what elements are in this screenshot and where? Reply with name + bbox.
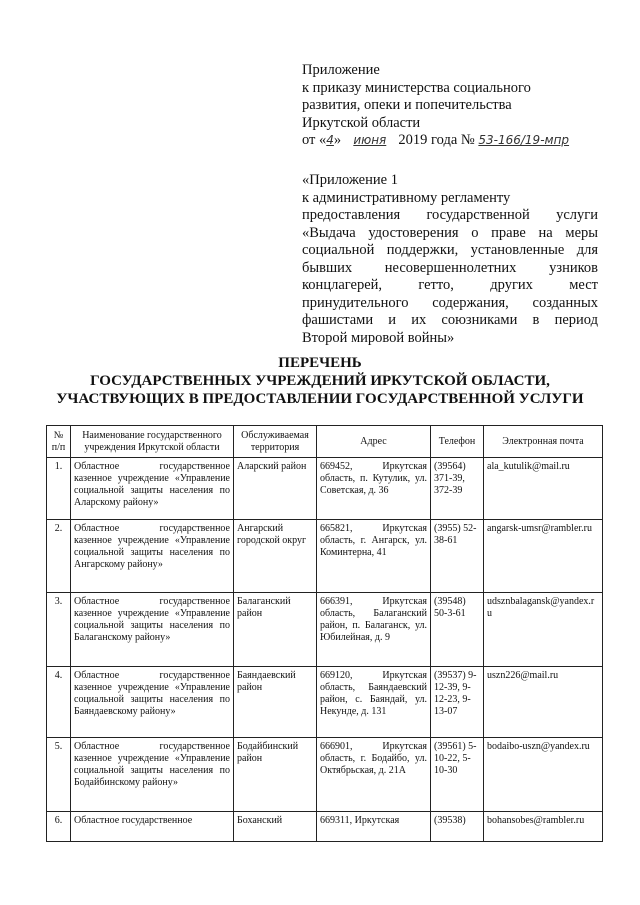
cell-email: udsznbalagansk@yandex.ru: [484, 593, 603, 667]
date-year: 2019 года №: [398, 132, 475, 148]
cell-num: 1.: [47, 458, 71, 520]
appendix-line: к приказу министерства социального: [302, 79, 531, 96]
title-line: ГОСУДАРСТВЕННЫХ УЧРЕЖДЕНИЙ ИРКУТСКОЙ ОБЛАСТИ,: [90, 373, 550, 389]
table-row: [47, 593, 603, 667]
header-email: Электронная почта: [484, 426, 603, 458]
header-name: Наименование государственного учреждения Иркутской области: [71, 426, 234, 458]
header-address: Адрес: [317, 426, 431, 458]
cell-email: uszn226@mail.ru: [484, 667, 603, 738]
regulation-line: фашистами и их союзниками в период: [302, 312, 598, 328]
date-month: июня: [353, 133, 387, 147]
cell-email: bohansobes@rambler.ru: [484, 812, 603, 842]
table-header-row: [47, 426, 603, 458]
header-phone: Телефон: [431, 426, 484, 458]
regulation-line: концлагерей, гетто, других мест: [302, 277, 598, 293]
regulation-line: «Выдача удостоверения о праве на меры: [302, 224, 598, 241]
date-prefix: от «: [302, 132, 327, 148]
cell-address: 666391, Иркутская область, Балаганский район, п. Балаганск, ул. Юбилейная, д. 9: [317, 593, 431, 667]
cell-num: 3.: [47, 593, 71, 667]
cell-address: 665821, Иркутская область, г. Ангарск, ул. Коминтерна, 41: [317, 520, 431, 593]
cell-territory: Аларский район: [234, 458, 317, 520]
table-row: [47, 738, 603, 812]
cell-num: 5.: [47, 738, 71, 812]
document-title: [0, 354, 640, 408]
cell-territory: Баяндаевский район: [234, 667, 317, 738]
cell-name: Областное государственное казенное учреждение «Управление социальной защиты населения по Балаганскому району»: [71, 593, 234, 667]
cell-phone: (39538): [431, 812, 484, 842]
cell-num: 6.: [47, 812, 71, 842]
institutions-table: [46, 425, 603, 842]
title-line: УЧАСТВУЮЩИХ В ПРЕДОСТАВЛЕНИИ ГОСУДАРСТВЕННОЙ УСЛУГИ: [56, 391, 584, 407]
cell-name: Областное государственное казенное учреждение «Управление социальной защиты населения по Бодайбинскому району»: [71, 738, 234, 812]
cell-territory: Ангарский городской округ: [234, 520, 317, 593]
date-mid: »: [333, 132, 342, 148]
cell-email: angarsk-umsr@rambler.ru: [484, 520, 603, 593]
cell-email: bodaibo-uszn@yandex.ru: [484, 738, 603, 812]
regulation-block: [302, 172, 598, 347]
appendix-line: развития, опеки и попечительства: [302, 97, 512, 113]
cell-name: Областное государственное: [71, 812, 234, 842]
order-number: 53-166/19-мпр: [478, 133, 570, 147]
date-day: 4: [326, 133, 334, 147]
cell-address: 669311, Иркутская: [317, 812, 431, 842]
cell-name: Областное государственное казенное учреждение «Управление социальной защиты населения по Аларскому району»: [71, 458, 234, 520]
cell-address: 669452, Иркутская область, п. Кутулик, ул. Советская, д. 36: [317, 458, 431, 520]
appendix-line: Приложение: [302, 62, 380, 78]
cell-phone: (39537) 9-12-39, 9-12-23, 9-13-07: [431, 667, 484, 738]
cell-phone: (39564) 371-39, 372-39: [431, 458, 484, 520]
regulation-line: Второй мировой войны»: [302, 329, 455, 346]
table-row: [47, 520, 603, 593]
cell-address: 666901, Иркутская область, г. Бодайбо, ул. Октябрьская, д. 21А: [317, 738, 431, 812]
cell-territory: Балаганский район: [234, 593, 317, 667]
table-row: [47, 812, 603, 842]
cell-name: Областное государственное казенное учреждение «Управление социальной защиты населения по Ангарскому району»: [71, 520, 234, 593]
regulation-line: «Приложение 1: [302, 172, 398, 188]
regulation-line: принудительного содержания, созданных: [302, 294, 598, 311]
cell-phone: (39561) 5-10-22, 5-10-30: [431, 738, 484, 812]
table-row: [47, 458, 603, 520]
appendix-line: Иркутской области: [302, 114, 421, 131]
cell-phone: (39548) 50-3-61: [431, 593, 484, 667]
cell-territory: Бодайбинский район: [234, 738, 317, 812]
cell-num: 4.: [47, 667, 71, 738]
regulation-line: бывших несовершеннолетних узников: [302, 259, 598, 276]
header-territory: Обслуживаемая территория: [234, 426, 317, 458]
cell-phone: (3955) 52-38-61: [431, 520, 484, 593]
cell-email: ala_kutulik@mail.ru: [484, 458, 603, 520]
title-line: ПЕРЕЧЕНЬ: [278, 355, 362, 371]
appendix-header: [302, 62, 598, 150]
cell-territory: Боханский: [234, 812, 317, 842]
cell-name: Областное государственное казенное учреждение «Управление социальной защиты населения по Баяндаевскому району»: [71, 667, 234, 738]
regulation-line: социальной поддержки, установленные для: [302, 242, 598, 258]
table-row: [47, 667, 603, 738]
regulation-line: к административному регламенту: [302, 189, 511, 206]
cell-num: 2.: [47, 520, 71, 593]
appendix-date-line: [302, 132, 598, 150]
header-num: № п/п: [47, 426, 71, 458]
regulation-line: предоставления государственной услуги: [302, 207, 598, 223]
cell-address: 669120, Иркутская область, Баяндаевский район, с. Баяндай, ул. Некунде, д. 131: [317, 667, 431, 738]
